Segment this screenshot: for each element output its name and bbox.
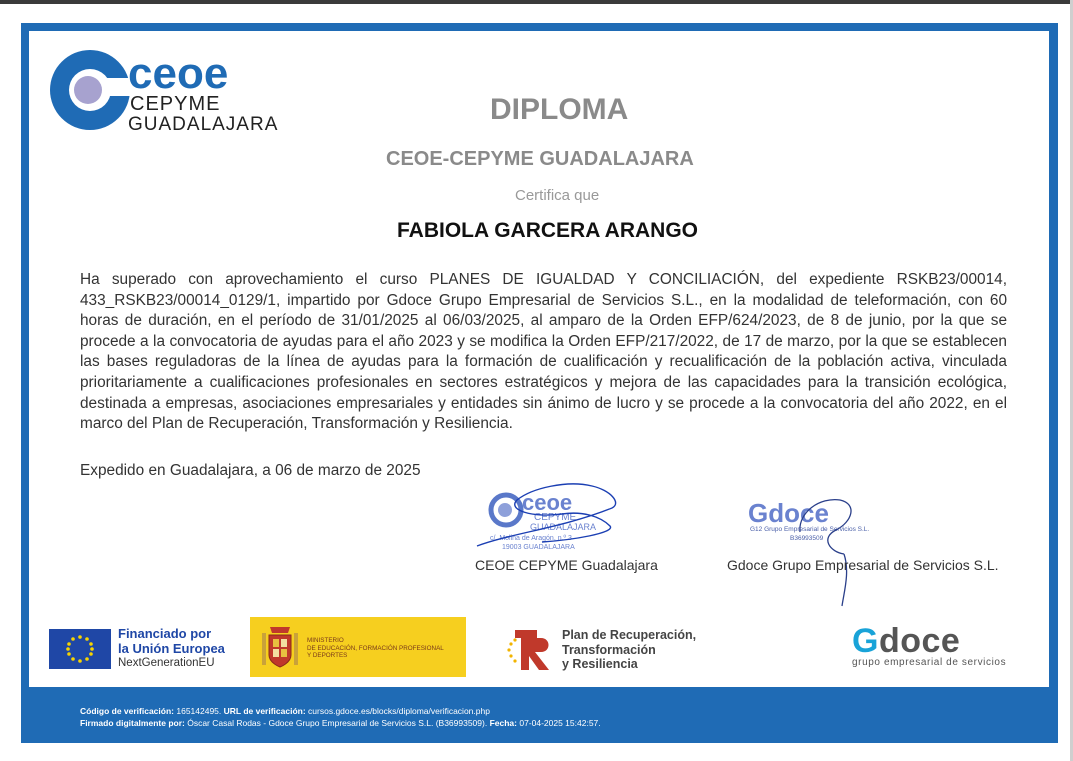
code-value: 165142495. [174,706,224,716]
ceoe-stamp-signature [472,478,622,556]
logo-guadalajara-text: GUADALAJARA [128,114,279,134]
stamp-gdoce-text: Gdoce [748,498,829,528]
diploma-body: Ha superado con aprovechamiento el curso PLANES DE IGUALDAD Y CONCILIACIÓN, del expediente RSKB23/00014, 433_RSKB23/00014_0129/1, impartido por Gdoce Grupo Empresarial de Servicios S.L., en la modalidad de teleformación, con 60 horas de duración, en el período de 31/01/2025 al 06/03/2025, al amparo de la Orden EFP/624/2023, de 8 de junio, por la que se procede a la convocatoria de ayudas para el año 2023 y se modifica la Orden EFP/217/2022, de 17 de marzo, por la que se establecen las bases reguladoras de la línea de ayudas para la formación de cualificación y recualificación de la población activa, vinculada prioritariamente a cualificaciones profesionales en sectores estratégicos y mejora de las capacidades para la transición ecológica, destinada a empresas, asociaciones empresariales y entidades sin ánimo de lucro y se procede a la convocatoria del año 2022, en el marco del Plan de Recuperación, Transformación y Resiliencia. [80,271,1007,433]
eu-line1: Financiado por [118,626,212,641]
verification-line [80,706,490,716]
gdoce-stamp-signature [740,492,890,610]
signature-line [80,718,601,728]
logo-ceoe-text: ceoe [128,49,229,98]
ceoe-cepyme-logo [48,48,306,134]
date-value: 07-04-2025 15:42:57. [516,718,601,728]
date-label: Fecha: [489,718,517,728]
gdoce-tagline: grupo empresarial de servicios [852,657,1007,668]
recipient-name: FABIOLA GARCERA ARANGO [397,219,698,242]
spain-coat-of-arms-icon [258,623,302,671]
stamp-city-text: GUADALAJARA [530,522,597,532]
stamp-postcode: 19003 GUADALAJARA [502,544,575,551]
ministry-name: MINISTERIO DE EDUCACIÓN, FORMACIÓN PROFESIONAL Y DEPORTES [307,637,444,659]
stamp-address: c/. Molina de Aragón, n.º 3 [490,535,572,542]
prtr-logo-icon [505,628,557,672]
issue-place-date: Expedido en Guadalajara, a 06 de marzo de 2025 [80,462,421,479]
signed-value: Óscar Casal Rodas - Gdoce Grupo Empresarial de Servicios S.L. (B36993509). [184,718,490,728]
diploma-title: DIPLOMA [490,93,629,126]
eu-funding-text [118,626,225,671]
issuing-organization: CEOE-CEPYME GUADALAJARA [386,148,694,170]
url-label: URL de verificación: [223,706,306,716]
stamp-ceoe-text: ceoe [522,490,573,515]
left-signature-label: CEOE CEPYME Guadalajara [475,557,658,573]
ministry-logo [250,617,466,677]
gdoce-logo [852,624,960,658]
stamp-gdoce-line2: B36993509 [790,535,824,542]
stamp-cepyme-text: CEPYME [534,512,577,523]
gdoce-logo-g: G [852,622,879,660]
signed-label: Firmado digitalmente por: [80,718,185,728]
stamp-gdoce-line1: G12 Grupo Empresarial de Servicios S.L. [750,526,870,533]
eu-line3: NextGenerationEU [118,657,215,669]
eu-line2: la Unión Europea [118,641,225,656]
right-signature-label: Gdoce Grupo Empresarial de Servicios S.L. [727,557,999,573]
url-value: cursos.gdoce.es/blocks/diploma/verificacion.php [305,706,490,716]
certifies-text: Certifica que [515,187,600,204]
logo-dot [74,76,102,104]
logo-cepyme-text: CEPYME [130,93,221,115]
gdoce-logo-rest: doce [878,622,961,660]
stamp-dot [498,503,512,517]
eu-flag-icon [49,629,111,669]
code-label: Código de verificación: [80,706,174,716]
prtr-text: Plan de Recuperación, Transformación y Resiliencia [562,628,697,672]
top-edge [0,0,1073,4]
